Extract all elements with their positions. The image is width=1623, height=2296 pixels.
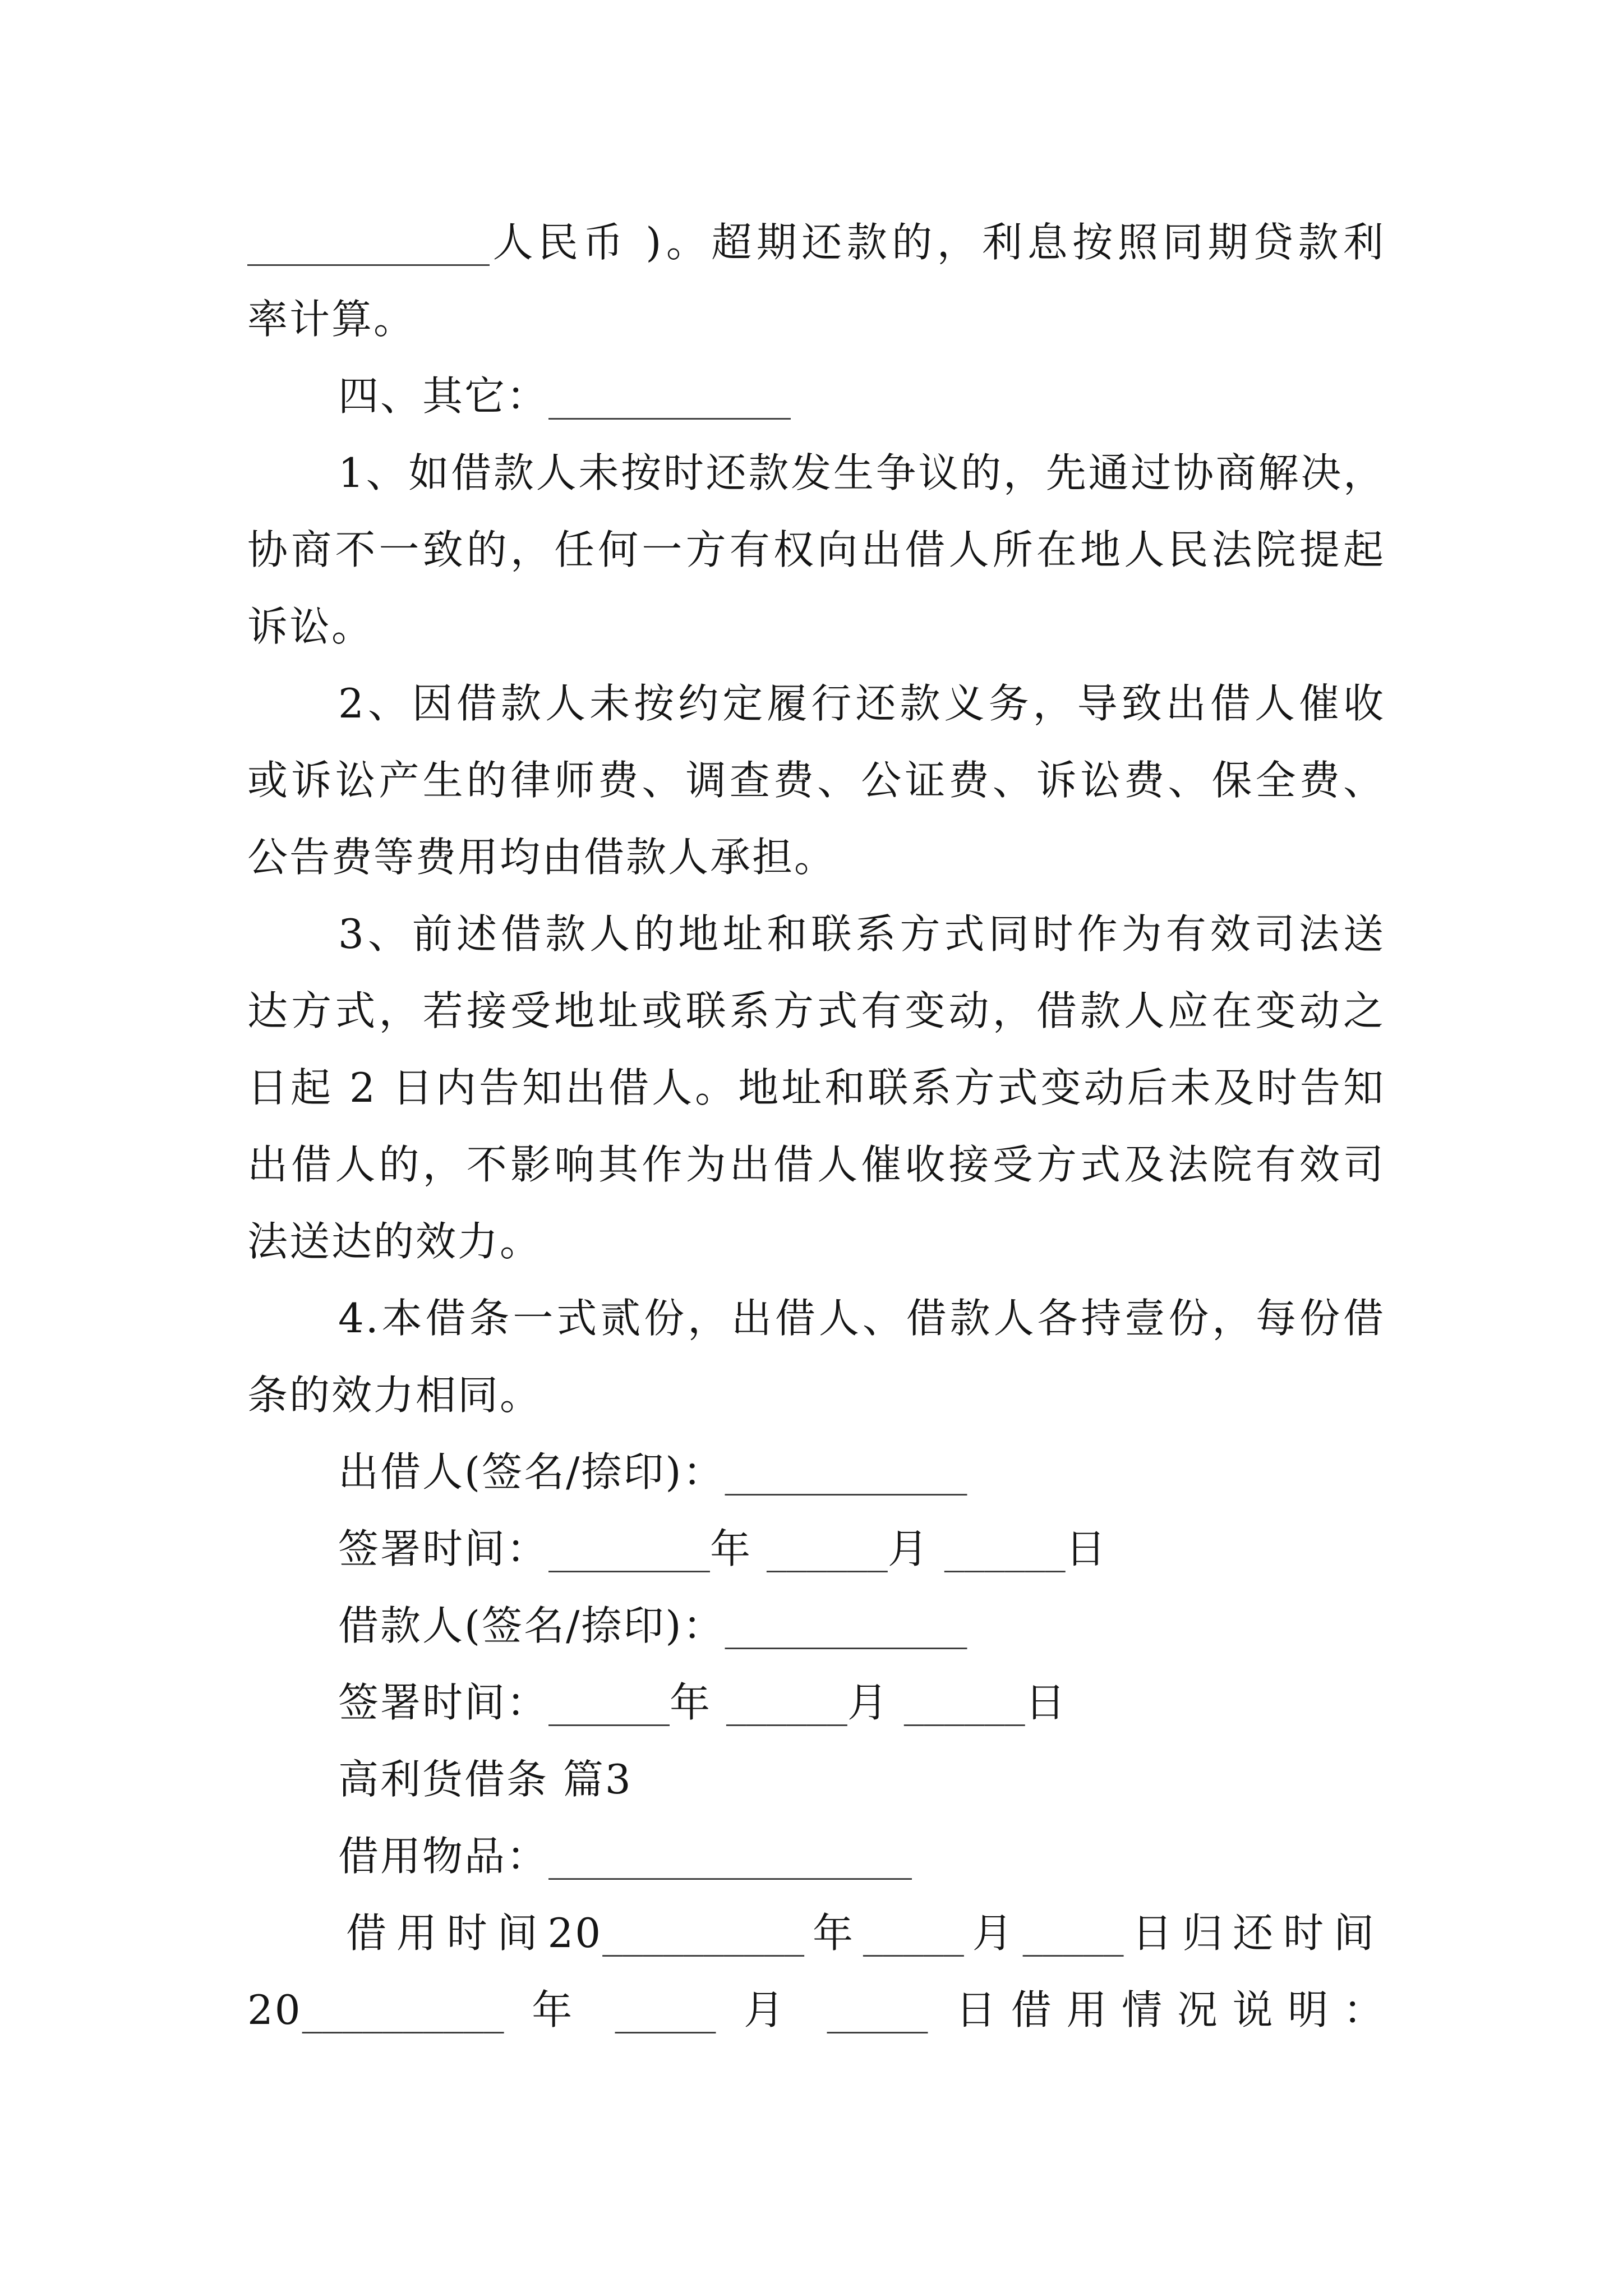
date-label: 签署时间：	[338, 1679, 549, 1726]
day-label: 日	[1065, 1525, 1108, 1572]
fill-blank-month: _____	[615, 1986, 716, 2033]
section-heading-other	[247, 358, 1385, 435]
text-segment: 诉讼。	[247, 603, 374, 650]
date-label: 签署时间：	[338, 1525, 549, 1572]
borrower-sign-date-line	[247, 1664, 1385, 1741]
fill-blank-year: ______	[548, 1679, 670, 1726]
section-title	[247, 1741, 1385, 1818]
year-label: 年	[710, 1525, 767, 1572]
text-segment: 四、其它：	[338, 372, 549, 420]
text-segment: 率计算。	[247, 296, 416, 343]
clause-1-line	[247, 588, 1385, 665]
document-body	[247, 204, 1385, 2049]
signature-label: 出借人(签名/捺印)：	[338, 1448, 725, 1496]
clause-3-line	[247, 1203, 1385, 1280]
text-segment: 高利货借条 篇3	[338, 1756, 633, 1803]
month-label: 月	[963, 1910, 1023, 1957]
clause-3-line	[247, 1050, 1385, 1126]
text-segment: 20	[247, 1986, 302, 2033]
text-segment: 达方式，若接受地址或联系方式有变动，借款人应在变动之	[247, 987, 1385, 1034]
year-label: 年	[804, 1910, 863, 1957]
clause-3-line	[247, 896, 1385, 973]
text-segment: 4.本借条一式贰份，出借人、借款人各持壹份，每份借	[338, 1295, 1385, 1342]
fill-blank-year: __________	[302, 1986, 504, 2033]
text-segment: 出借人的，不影响其作为出借人催收接受方式及法院有效司	[247, 1141, 1385, 1188]
clause-4-line	[247, 1280, 1385, 1357]
lender-signature-line	[247, 1434, 1385, 1511]
text-segment: 人民币 )。超期还款的，利息按照同期贷款利	[490, 219, 1385, 266]
fill-blank-lender-signature: ____________	[725, 1448, 967, 1496]
fill-blank-month: ______	[766, 1525, 888, 1572]
clause-3-line	[247, 1126, 1385, 1203]
text-segment: 条的效力相同。	[247, 1372, 542, 1419]
year-label: 年	[504, 1986, 615, 2033]
fill-blank-month: _____	[863, 1910, 964, 1957]
fill-blank-day: _____	[1022, 1910, 1124, 1957]
text-segment: 1、如借款人未按时还款发生争议的，先通过协商解决，	[338, 449, 1385, 496]
borrow-time-line	[247, 1895, 1376, 1972]
text-segment: 公告费等费用均由借款人承担。	[247, 834, 837, 881]
text-segment: 或诉讼产生的律师费、调查费、公证费、诉讼费、保全费、	[247, 757, 1385, 804]
clause-4-line	[247, 1357, 1385, 1434]
text-line-interest	[247, 204, 1385, 281]
fill-blank-day: ______	[903, 1679, 1025, 1726]
text-segment: 借用时间20	[346, 1910, 603, 1957]
return-time-line	[247, 1972, 1385, 2049]
year-label: 年	[670, 1679, 726, 1726]
text-segment: 协商不一致的，任何一方有权向出借人所在地人民法院提起	[247, 526, 1385, 573]
clause-2-line	[247, 665, 1385, 742]
fill-blank-other: ____________	[548, 372, 791, 420]
text-segment: 日借用情况说明：	[928, 1986, 1385, 2033]
text-segment: 日归还时间	[1123, 1910, 1376, 1957]
month-label: 月	[887, 1525, 944, 1572]
borrowed-item-line	[247, 1818, 1385, 1895]
clause-2-line	[247, 742, 1385, 819]
text-segment: 2、因借款人未按约定履行还款义务，导致出借人催收	[338, 680, 1385, 727]
lender-sign-date-line	[247, 1511, 1385, 1588]
signature-label: 借款人(签名/捺印)：	[338, 1602, 725, 1649]
text-segment: 法送达的效力。	[247, 1218, 542, 1265]
fill-blank-amount: ____________	[247, 219, 490, 266]
month-label: 月	[716, 1986, 827, 2033]
fill-blank-borrower-signature: ____________	[725, 1602, 967, 1649]
day-label: 日	[1025, 1679, 1067, 1726]
item-label: 借用物品：	[338, 1833, 549, 1880]
fill-blank-year: __________	[602, 1910, 805, 1957]
fill-blank-item: __________________	[548, 1833, 912, 1880]
clause-3-line	[247, 973, 1385, 1050]
fill-blank-day: ______	[944, 1525, 1066, 1572]
clause-1-line	[247, 435, 1385, 512]
borrower-signature-line	[247, 1588, 1385, 1664]
fill-blank-day: _____	[827, 1986, 928, 2033]
month-label: 月	[847, 1679, 904, 1726]
clause-2-line	[247, 819, 1385, 896]
fill-blank-year: ________	[548, 1525, 711, 1572]
text-line	[247, 281, 1385, 358]
text-segment: 3、前述借款人的地址和联系方式同时作为有效司法送	[338, 910, 1385, 958]
fill-blank-month: ______	[726, 1679, 847, 1726]
clause-1-line	[247, 512, 1385, 588]
text-segment: 日起 2 日内告知出借人。地址和联系方式变动后未及时告知	[247, 1064, 1385, 1111]
